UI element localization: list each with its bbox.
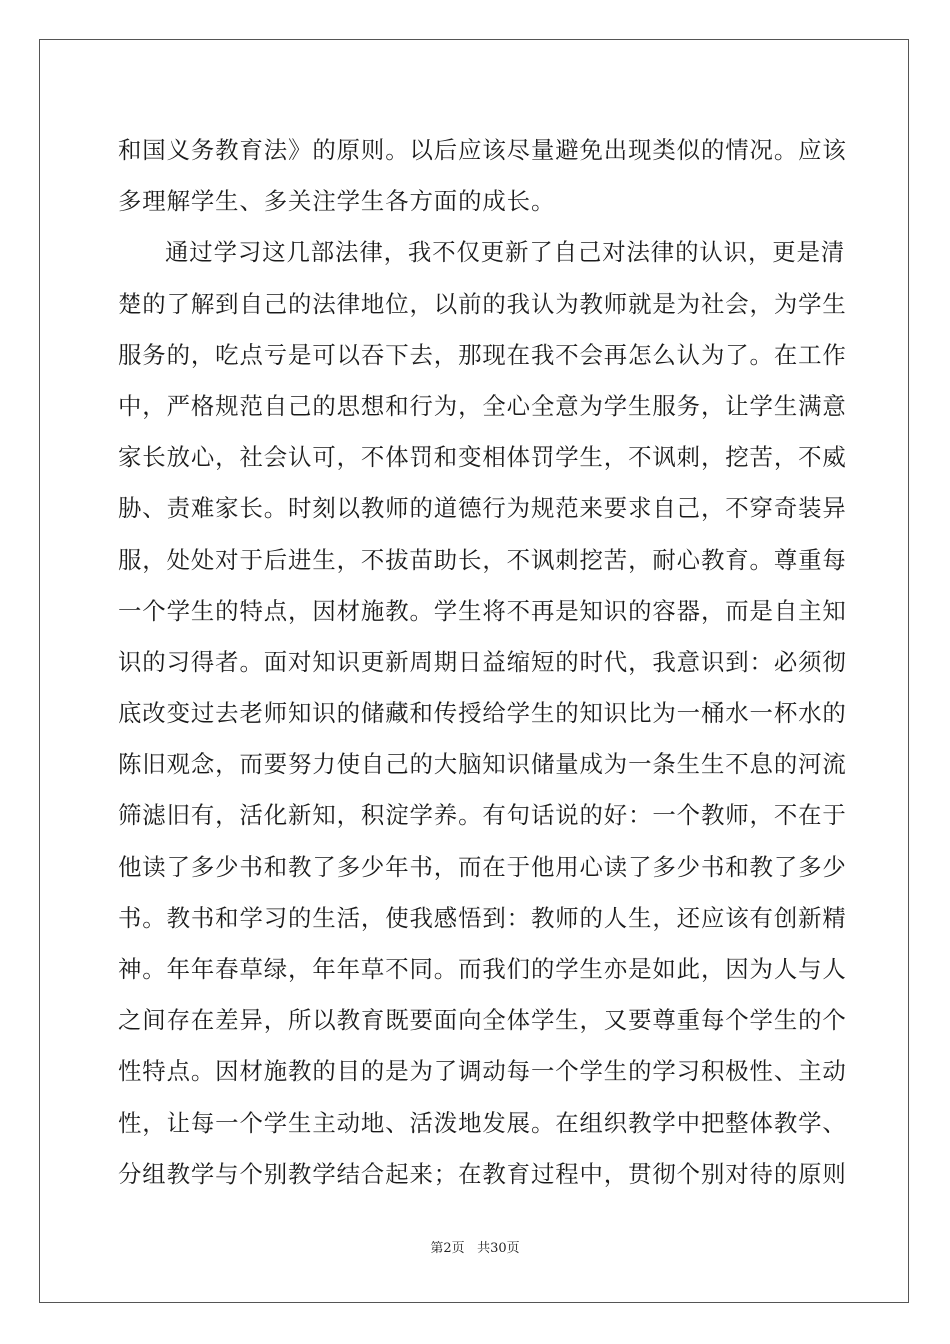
text-line: 分组教学与个别教学结合起来；在教育过程中，贯彻个别对待的原则 xyxy=(118,1159,847,1188)
text-line: 一个学生的特点，因材施教。学生将不再是知识的容器，而是自主知 xyxy=(118,596,847,625)
text-line: 底改变过去老师知识的储藏和传授给学生的知识比为一桶水一杯水的 xyxy=(118,699,847,728)
text-line: 服，处处对于后进生，不拔苗助长，不讽刺挖苦，耐心教育。尊重每 xyxy=(118,545,847,574)
text-line: 筛滤旧有，活化新知，积淀学养。有句话说的好：一个教师，不在于 xyxy=(118,801,847,830)
text-line: 书。教书和学习的生活，使我感悟到：教师的人生，还应该有创新精 xyxy=(118,903,847,932)
text-line: 楚的了解到自己的法律地位，以前的我认为教师就是为社会，为学生 xyxy=(118,289,847,318)
text-line: 神。年年春草绿，年年草不同。而我们的学生亦是如此，因为人与人 xyxy=(118,955,847,983)
document-body xyxy=(118,125,847,1200)
text-line: 家长放心，社会认可，不体罚和变相体罚学生，不讽刺，挖苦，不威 xyxy=(118,443,847,472)
text-line: 陈旧观念，而要努力使自己的大脑知识储量成为一条生生不息的河流 xyxy=(118,750,847,779)
text-line: 中，严格规范自己的思想和行为，全心全意为学生服务，让学生满意 xyxy=(118,391,847,420)
page-footer xyxy=(0,1237,950,1256)
page-number: 第2页 xyxy=(430,1241,465,1256)
text-line: 服务的，吃点亏是可以吞下去，那现在我不会再怎么认为了。在工作 xyxy=(118,340,847,369)
text-line: 性，让每一个学生主动地、活泼地发展。在组织教学中把整体教学、 xyxy=(118,1108,847,1137)
text-line: 识的习得者。面对知识更新周期日益缩短的时代，我意识到：必须彻 xyxy=(118,647,847,676)
total-pages: 共30页 xyxy=(477,1241,520,1256)
paragraph-start-line: 通过学习这几部法律，我不仅更新了自己对法律的认识，更是清 xyxy=(165,238,846,267)
text-line: 他读了多少书和教了多少年书，而在于他用心读了多少书和教了多少 xyxy=(118,852,847,881)
text-line: 性特点。因材施教的目的是为了调动每一个学生的学习积极性、主动 xyxy=(118,1057,847,1086)
text-line: 和国义务教育法》的原则。以后应该尽量避免出现类似的情况。应该 xyxy=(118,136,847,164)
text-line: 胁、责难家长。时刻以教师的道德行为规范来要求自己，不穿奇装异 xyxy=(118,494,847,523)
text-line: 多理解学生、多关注学生各方面的成长。 xyxy=(118,187,556,216)
text-line: 之间存在差异，所以教育既要面向全体学生，又要尊重每个学生的个 xyxy=(118,1006,847,1035)
